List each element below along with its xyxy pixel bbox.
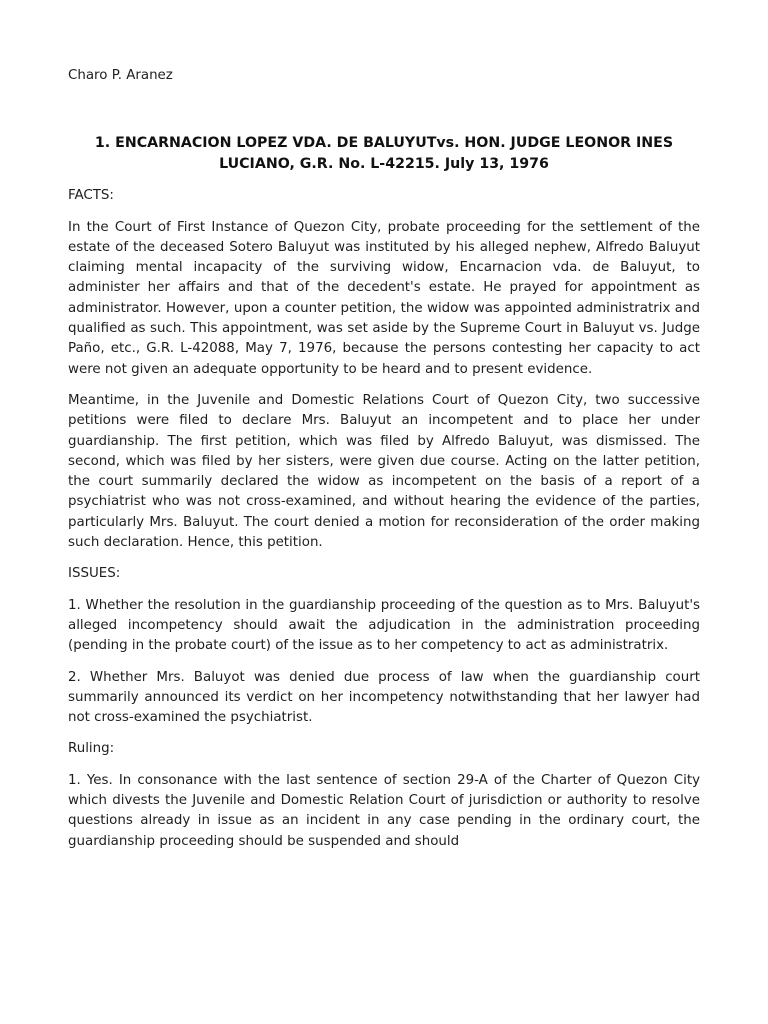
author-name: Charo P. Aranez <box>68 68 173 83</box>
issue-paragraph: 1. Whether the resolution in the guardianship proceeding of the question as to Mrs. Baluyut's alleged incompetency should await the adjudication in the administration proceeding (pending in the probate court) of the issue as to her competency to act as administratrix. <box>68 597 700 654</box>
ruling-heading: Ruling: <box>68 741 115 757</box>
issue-paragraph: 2. Whether Mrs. Baluyot was denied due process of law when the guardianship court summarily announced its verdict on her incompetency notwithstanding that her lawyer had not cross-examined the psychiatrist. <box>68 669 700 726</box>
facts-heading: FACTS: <box>68 188 114 204</box>
case-title: 1. ENCARNACION LOPEZ VDA. DE BALUYUTvs. HON. JUDGE LEONOR INES LUCIANO, G.R. No. L-42215. July 13, 1976 <box>94 135 674 173</box>
facts-paragraph: Meantime, in the Juvenile and Domestic Relations Court of Quezon City, two successive petitions were filed to declare Mrs. Baluyut an incompetent and to place her under guardianship. The first petition, which was filed by Alfredo Baluyut, was dismissed. The second, which was filed by her sisters, were given due course. Acting on the latter petition, the court summarily declared the widow as incompetent on the basis of a report of a psychiatrist who was not cross-examined, and without hearing the evidence of the parties, particularly Mrs. Baluyut. The court denied a motion for reconsideration of the order making such declaration. Hence, this petition. <box>68 392 700 551</box>
ruling-paragraph: 1. Yes. In consonance with the last sentence of section 29-A of the Charter of Quezon City which divests the Juvenile and Domestic Relation Court of jurisdiction or authority to resolve questions already in issue as an incident in any case pending in the ordinary court, the guardianship proceeding should be suspended and should <box>68 772 700 849</box>
facts-paragraph: In the Court of First Instance of Quezon City, probate proceeding for the settlement of the estate of the deceased Sotero Baluyut was instituted by his alleged nephew, Alfredo Baluyut claiming mental incapacity of the surviving widow, Encarnacion vda. de Baluyut, to administer her affairs and that of the decedent's estate. He prayed for appointment as administrator. However, upon a counter petition, the widow was appointed administratrix and qualified as such. This appointment, was set aside by the Supreme Court in Baluyut vs. Judge Paño, etc., G.R. L-42088, May 7, 1976, because the persons contesting her capacity to act were not given an adequate opportunity to be heard and to present evidence. <box>68 219 700 377</box>
issues-heading: ISSUES: <box>68 566 121 582</box>
